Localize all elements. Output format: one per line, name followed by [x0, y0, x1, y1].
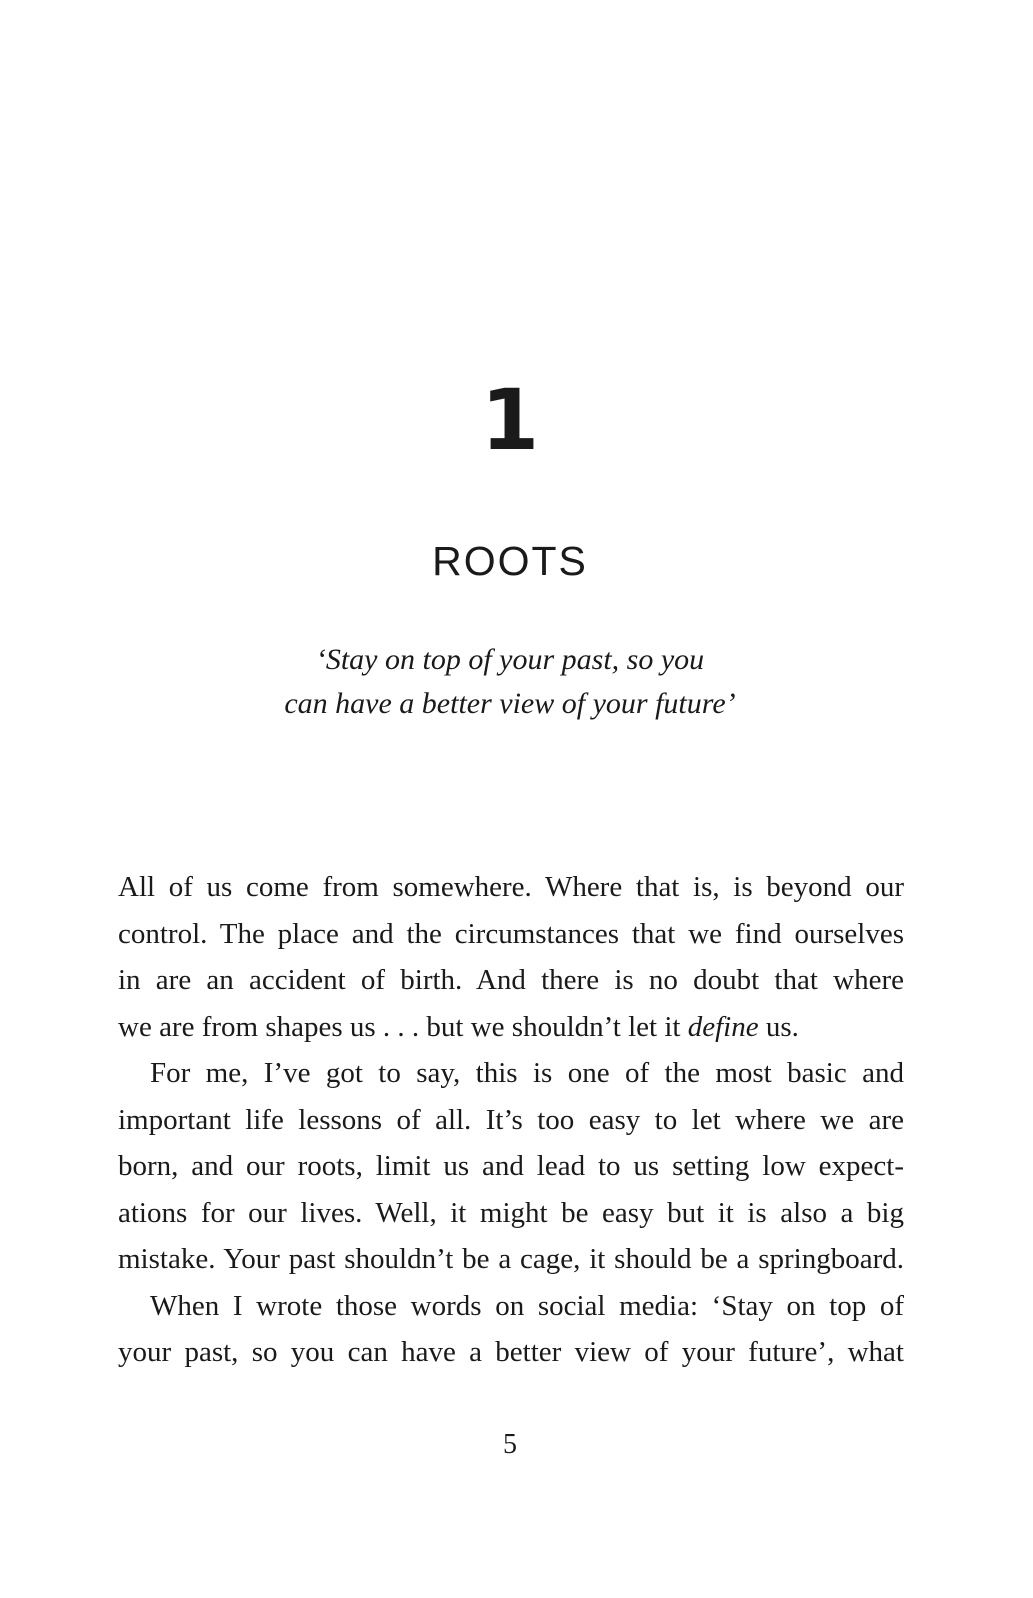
body-line: ations for our lives. Well, it might be easy but it is also a big: [118, 1196, 904, 1229]
body-line: mistake. Your past shouldn’t be a cage, it should be a springboard.: [118, 1243, 904, 1275]
body-line-suffix: us.: [758, 1010, 799, 1043]
emphasis-word: define: [687, 1010, 759, 1043]
body-text: [118, 864, 904, 1376]
epigraph-line: can have a better view of your future’: [284, 687, 736, 720]
body-line: your past, so you can have a better view of your future’, what: [118, 1336, 904, 1368]
body-line: important life lessons of all. It’s too easy to let where we are: [118, 1103, 904, 1136]
epigraph: [0, 638, 1020, 726]
chapter-number: 1: [480, 371, 540, 469]
body-line: in are an accident of birth. And there is no doubt that where: [118, 964, 904, 996]
chapter-title: ROOTS: [432, 538, 588, 584]
body-line-emphasis: [118, 1004, 904, 1051]
body-line-text: we are from shapes us . . . but we shouldn’t let it: [118, 1010, 688, 1043]
body-line: For me, I’ve got to say, this is one of the most basic and: [150, 1057, 904, 1089]
body-line: control. The place and the circumstances that we find ourselves: [118, 917, 904, 950]
epigraph-line: ‘Stay on top of your past, so you: [315, 643, 705, 676]
body-line: All of us come from somewhere. Where that is, is beyond our: [118, 871, 904, 903]
page-number: 5: [503, 1429, 517, 1460]
body-line: born, and our roots, limit us and lead to us setting low expect-: [118, 1150, 904, 1182]
body-line: When I wrote those words on social media: ‘Stay on top of: [150, 1289, 904, 1322]
